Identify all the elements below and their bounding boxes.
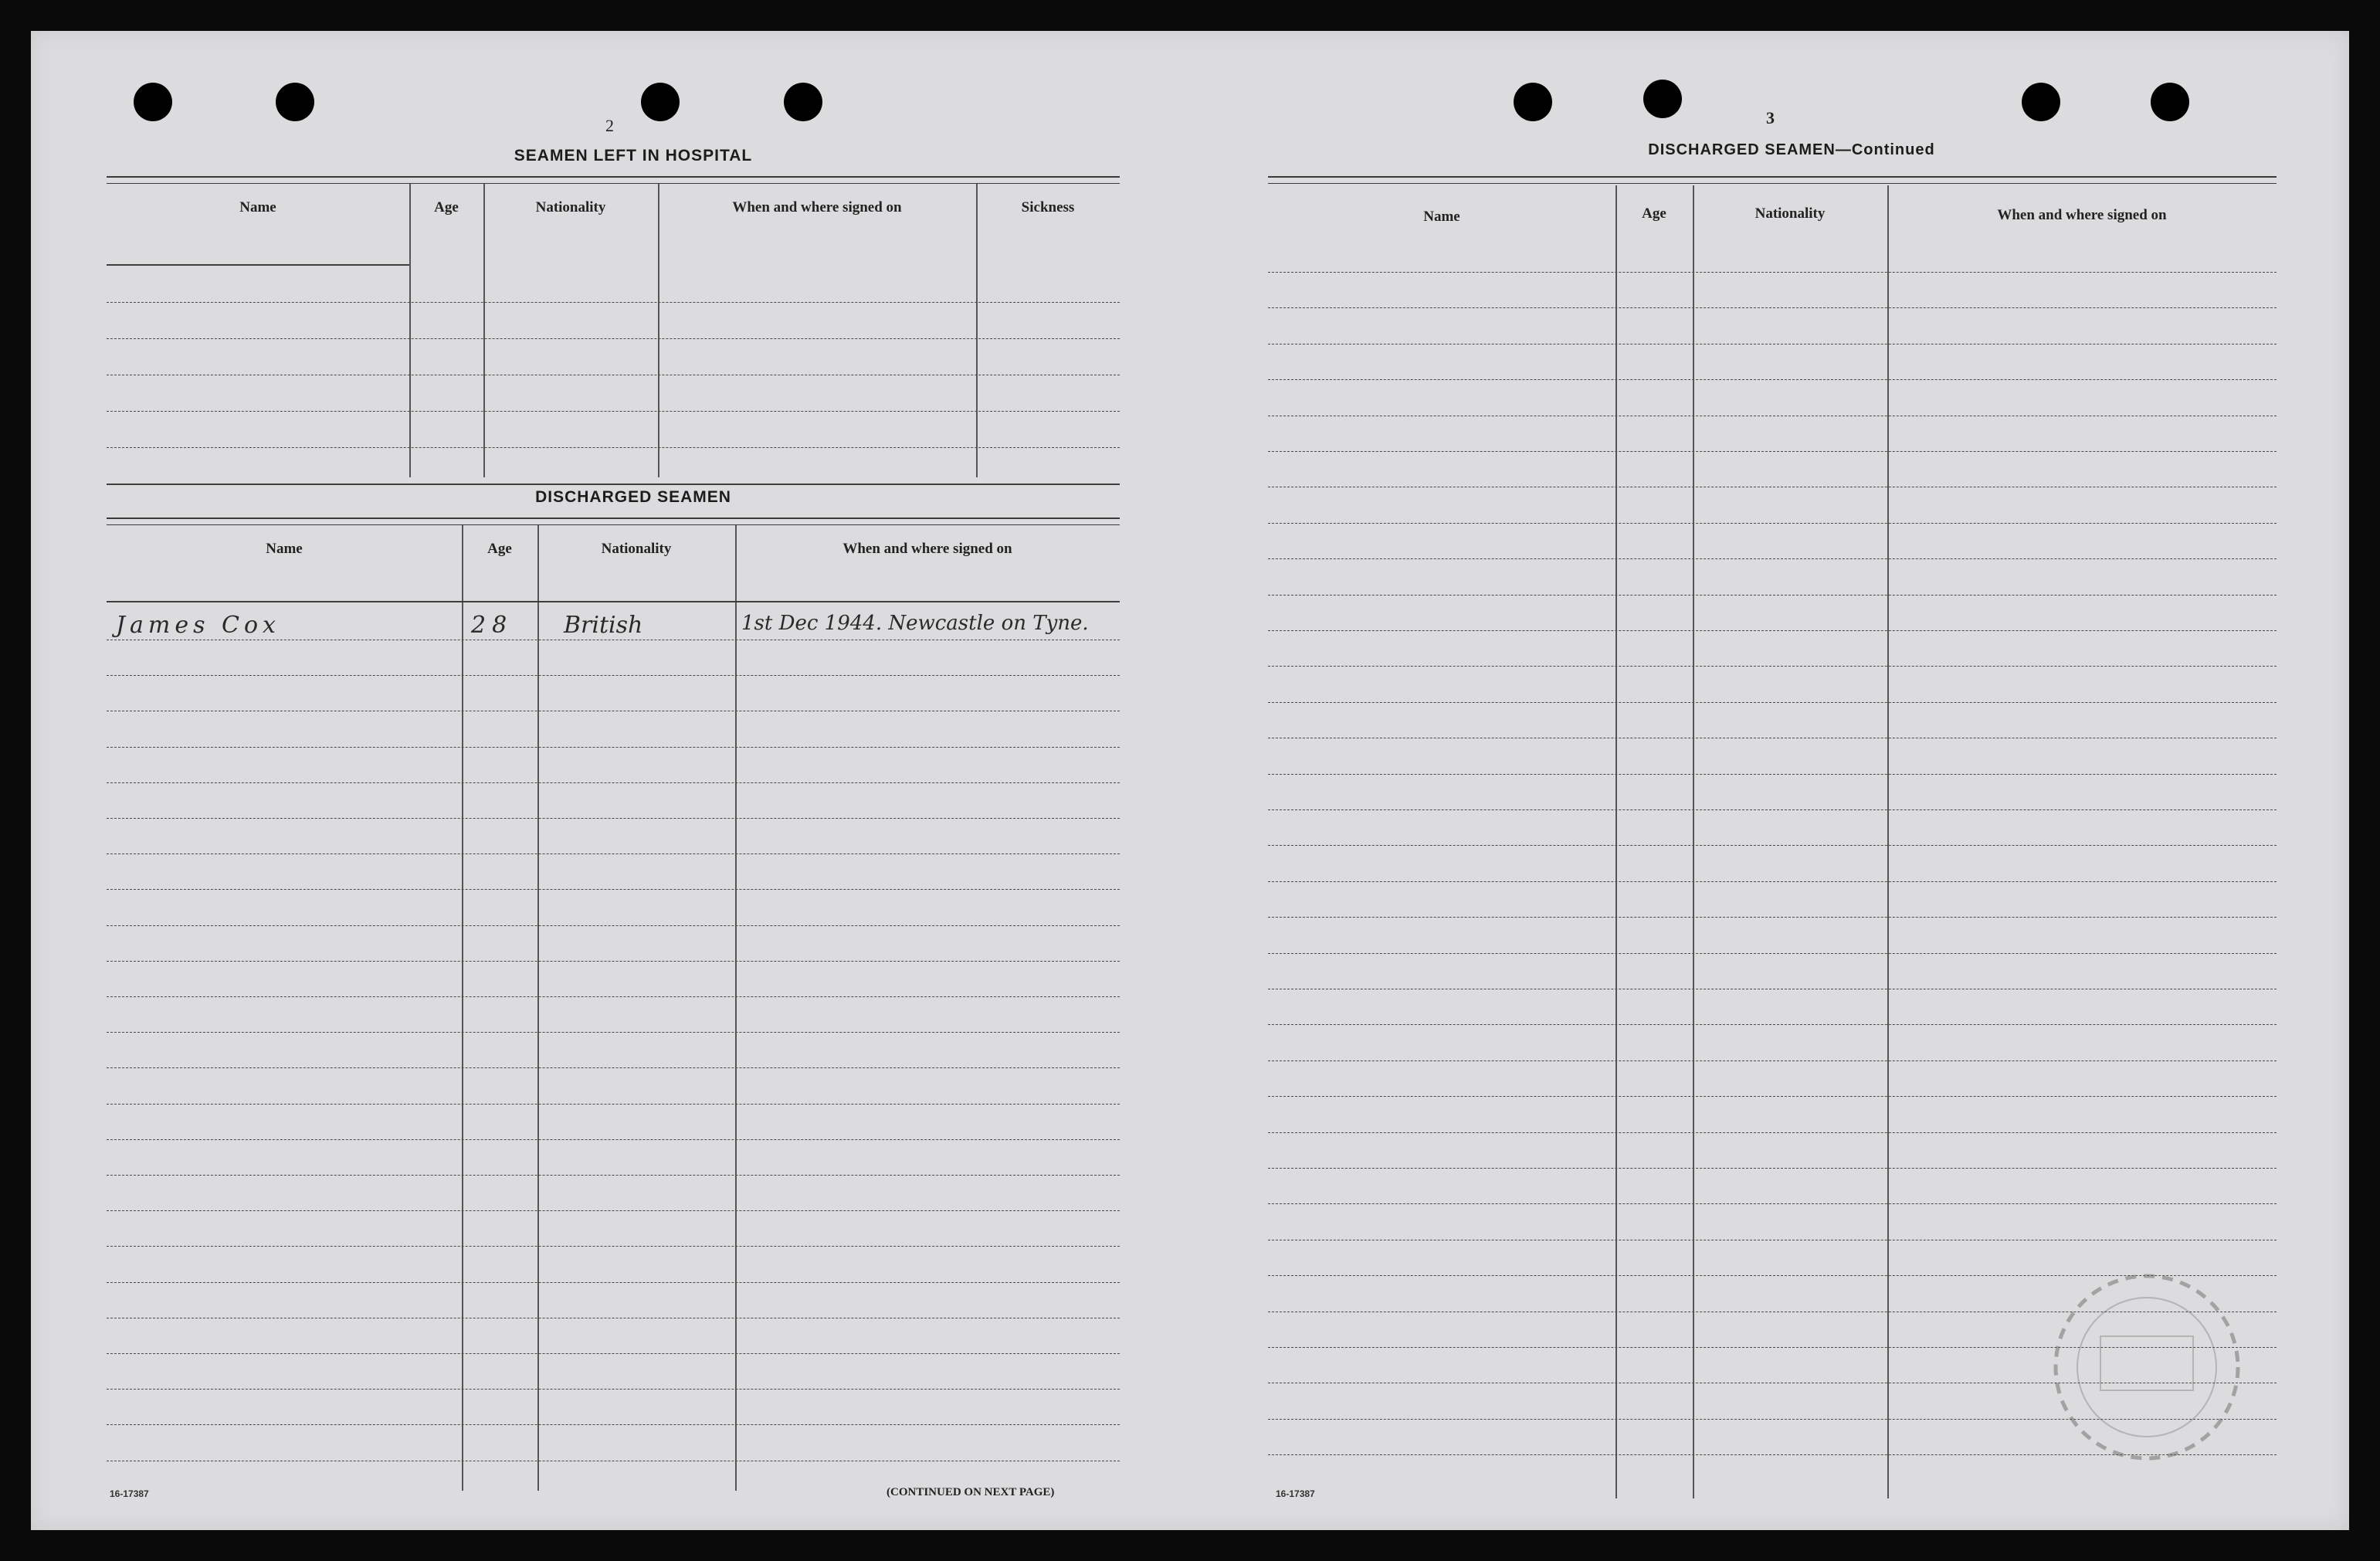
punch-hole: [276, 83, 314, 121]
ruled-row-line: [107, 747, 1120, 748]
ruled-row-line: [107, 889, 1120, 890]
left-page-number: 2: [605, 116, 614, 135]
right-col-signed-on: When and where signed on: [1997, 207, 2167, 223]
ruled-row-line: [107, 675, 1120, 676]
ruled-row-line: [1268, 451, 2277, 452]
document-sheet: [31, 31, 2349, 1530]
right-col-name: Name: [1423, 209, 1460, 225]
punch-hole: [2022, 83, 2060, 121]
ruled-row-line: [1268, 881, 2277, 882]
ruled-row-line: [1268, 666, 2277, 667]
hospital-table: [107, 176, 1120, 501]
punch-hole: [784, 83, 822, 121]
punch-hole: [134, 83, 172, 121]
ruled-row-line: [107, 1424, 1120, 1425]
continued-note: (CONTINUED ON NEXT PAGE): [887, 1486, 1055, 1498]
entry-name: James Cox: [116, 612, 280, 639]
right-col-nationality: Nationality: [1754, 205, 1826, 222]
punch-hole: [1643, 80, 1682, 118]
ruled-row-line: [1268, 917, 2277, 918]
discharged-col-nationality: Nationality: [601, 541, 672, 557]
ruled-row-line: [1268, 1203, 2277, 1204]
ruled-row-line: [1268, 272, 2277, 273]
ruled-row-line: [1268, 1132, 2277, 1133]
ruled-row-line: [107, 1246, 1120, 1247]
ruled-row-line: [107, 1139, 1120, 1140]
right-col-age: Age: [1642, 205, 1666, 222]
ruled-row-line: [107, 1210, 1120, 1211]
ruled-row-line: [1268, 953, 2277, 954]
ruled-row-line: [107, 1353, 1120, 1354]
ruled-row-line: [1268, 379, 2277, 380]
circular-stamp: [2031, 1251, 2263, 1483]
ruled-row-line: [1268, 845, 2277, 846]
ruled-row-line: [1268, 809, 2277, 810]
ruled-row-line: [107, 1175, 1120, 1176]
ruled-row-line: [1268, 1060, 2277, 1061]
ruled-row-line: [107, 818, 1120, 819]
ruled-row-line: [1268, 630, 2277, 631]
discharged-col-age: Age: [487, 541, 512, 557]
ruled-row-line: [1268, 523, 2277, 524]
hospital-col-age: Age: [434, 199, 459, 215]
ruled-row-line: [107, 853, 1120, 854]
ruled-row-line: [107, 1282, 1120, 1283]
ruled-row-line: [1268, 1168, 2277, 1169]
entry-age: 28: [471, 612, 514, 639]
ruled-row-line: [1268, 558, 2277, 559]
ruled-row-line: [1268, 307, 2277, 308]
ruled-row-line: [107, 961, 1120, 962]
hospital-col-name: Name: [239, 199, 276, 215]
ruled-row-line: [107, 1104, 1120, 1105]
discharged-col-name: Name: [266, 541, 303, 557]
discharged-table-left: [107, 518, 1120, 1506]
ruled-row-line: [107, 782, 1120, 783]
punch-hole: [1514, 83, 1552, 121]
ruled-row-line: [107, 925, 1120, 926]
right-section-title: DISCHARGED SEAMEN—Continued: [1648, 141, 1935, 158]
ruled-row-line: [107, 1067, 1120, 1068]
ruled-row-line: [1268, 595, 2277, 596]
punch-hole: [2151, 83, 2189, 121]
hospital-col-sickness: Sickness: [1021, 199, 1075, 215]
ruled-row-line: [107, 996, 1120, 997]
discharged-section-title: DISCHARGED SEAMEN: [535, 488, 731, 506]
ruled-row-line: [1268, 774, 2277, 775]
hospital-col-nationality: Nationality: [535, 199, 606, 215]
ruled-row-line: [1268, 702, 2277, 703]
left-form-number: 16-17387: [110, 1488, 149, 1499]
ruled-row-line: [107, 1389, 1120, 1390]
discharged-col-signed-on: When and where signed on: [842, 541, 1012, 557]
right-form-number: 16-17387: [1276, 1488, 1315, 1499]
punch-hole: [641, 83, 680, 121]
right-page-number: 3: [1766, 108, 1775, 127]
ruled-row-line: [1268, 1024, 2277, 1025]
hospital-section-title: SEAMEN LEFT IN HOSPITAL: [514, 147, 753, 165]
entry-signed-on: 1st Dec 1944. Newcastle on Tyne.: [741, 612, 1089, 635]
entry-nationality: British: [564, 612, 643, 639]
ruled-row-line: [107, 1032, 1120, 1033]
ruled-row-line: [1268, 1096, 2277, 1097]
hospital-col-signed-on: When and where signed on: [732, 199, 902, 215]
